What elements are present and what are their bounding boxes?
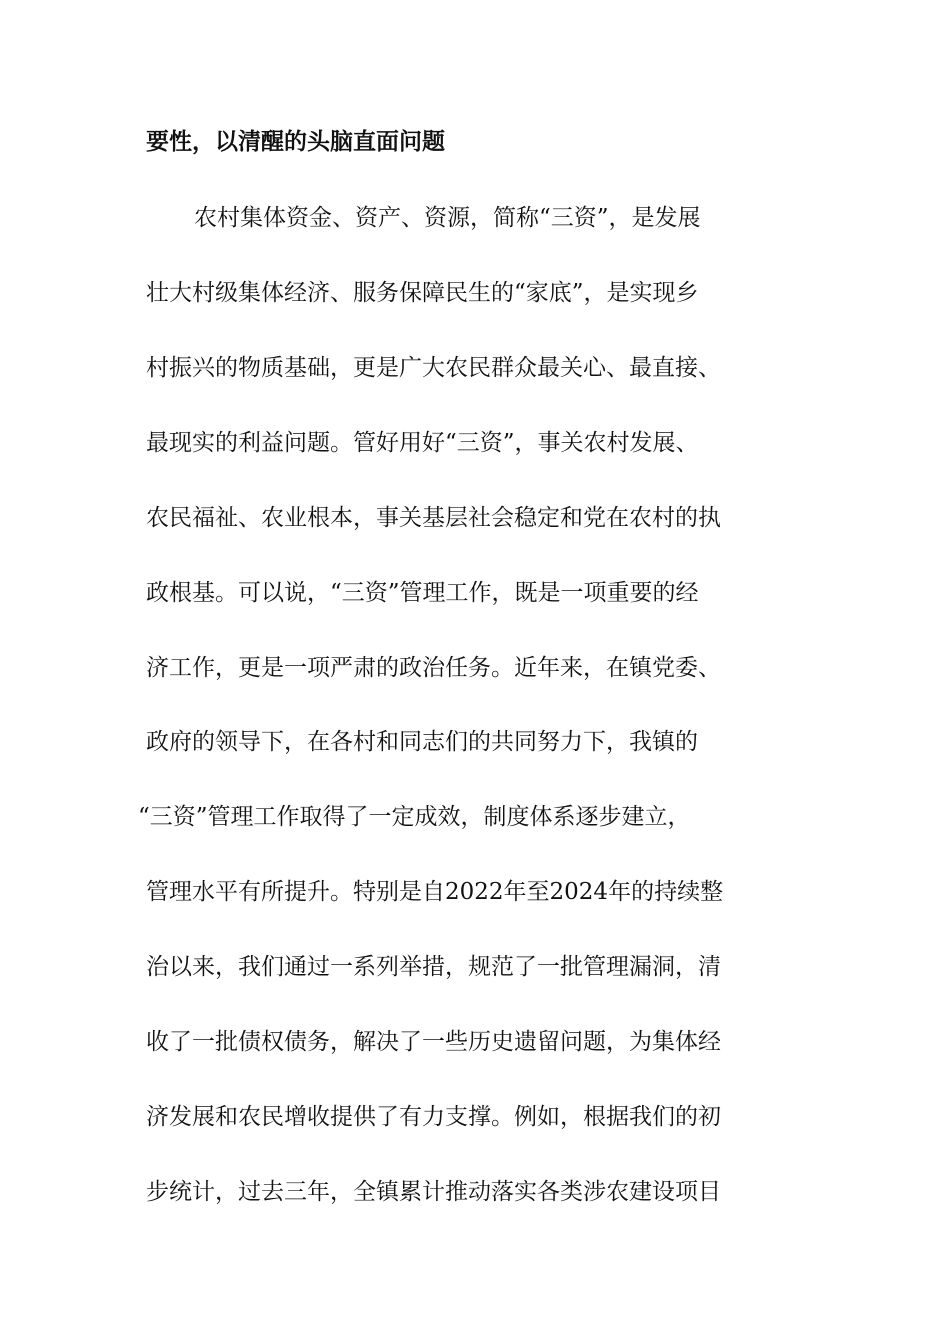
- paragraph-line: 最现实的利益问题。管好用好“三资”，事关农村发展、: [146, 430, 699, 456]
- paragraph-line: “三资”管理工作取得了一定成效，制度体系逐步建立，: [138, 804, 691, 830]
- paragraph-line: 管理水平有所提升。特别是自2022年至2024年的持续整: [146, 879, 724, 905]
- paragraph-line: 治以来，我们通过一系列举措，规范了一批管理漏洞，清: [146, 954, 721, 980]
- paragraph-line: 政府的领导下，在各村和同志们的共同努力下，我镇的: [146, 729, 698, 755]
- section-heading: 要性，以清醒的头脑直面问题: [146, 128, 445, 155]
- paragraph-line: 村振兴的物质基础，更是广大农民群众最关心、最直接、: [146, 355, 721, 381]
- paragraph-line: 收了一批债权债务，解决了一些历史遗留问题，为集体经: [146, 1029, 721, 1055]
- paragraph-line: 壮大村级集体经济、服务保障民生的“家底”，是实现乡: [146, 280, 699, 306]
- paragraph-line: 农民福祉、农业根本，事关基层社会稳定和党在农村的执: [146, 505, 721, 531]
- paragraph-line: 济工作，更是一项严肃的政治任务。近年来，在镇党委、: [146, 655, 721, 681]
- paragraph-line: 济发展和农民增收提供了有力支撑。例如，根据我们的初: [146, 1104, 721, 1130]
- paragraph-line: 农村集体资金、资产、资源，简称“三资”，是发展: [194, 205, 701, 231]
- paragraph-line: 政根基。可以说，“三资”管理工作，既是一项重要的经: [146, 580, 699, 606]
- paragraph-line: 步统计，过去三年，全镇累计推动落实各类涉农建设项目: [146, 1179, 721, 1205]
